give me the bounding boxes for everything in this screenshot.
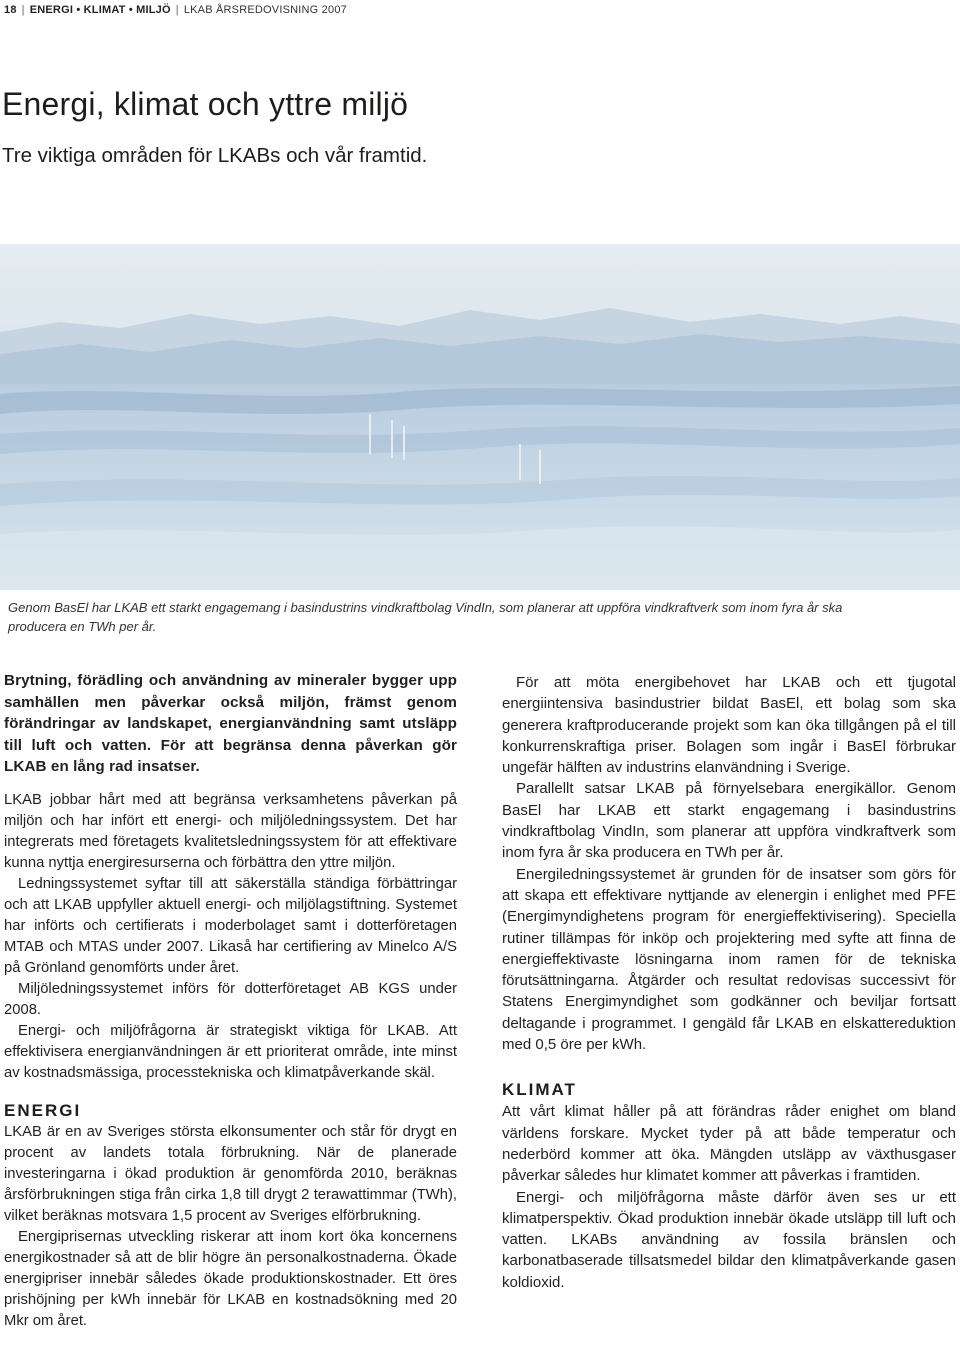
running-header [4,4,347,16]
body-paragraph: Energiledningssystemet är grunden för de insatser som görs för att skapa ett effektivare nyttjande av elenergin i enlighet med PFE (Energimyndighetens program för energieffektivisering). Speciella rutiner tillämpas för inköp och projektering med syfte att finna de energieffektivaste lösningarna inom ramen för de tekniska förutsättningarna. Åtgärder och resultat redovisas successivt för Statens Energimyndighet som godkänner och beviljar fortsatt deltagande i programmet. I gengäld får LKAB en elskattereduktion med 0,5 öre per kWh. [502,865,956,1054]
lead-paragraph: Brytning, förädling och användning av mineraler bygger upp samhällen men påverkar också miljön, främst genom förändringar av landskapet, energianvändning samt utsläpp till luft och vatten. För att begränsa denna påverkan gör LKAB en lång rad insatser. [4,672,457,775]
text-column-left [4,670,457,1332]
page-title: Energi, klimat och yttre miljö [2,86,409,122]
body-paragraph: Energi- och miljöfrågorna är strategiskt viktiga för LKAB. Att effektivisera energianvändningen är ett prioriterat område, inte minst av kostnadsmässiga, processtekniska och klimatpåverkande skäl. [4,1022,457,1081]
header-separator: | [175,4,179,16]
body-paragraph: Energi- och miljöfrågorna måste därför även ses ur ett klimatperspektiv. Ökad produktion innebär ökade utsläpp till luft och vatten. LKABs användning av fossila bränslen och karbonatbaserade tillsatsmedel bildar den klimatpåverkande gasen koldioxid. [502,1188,956,1291]
section-heading-klimat: KLIMAT [502,1080,577,1100]
page-number: 18 [4,4,17,16]
body-paragraph: LKAB är en av Sveriges största elkonsumenter och står för drygt en procent av landets totala förbrukning. När de planerade investeringarna i ökad produktion är genomförda 2010, beräknas årsförbrukningen stiga från cirka 1,8 till drygt 2 terawattimmar (TWh), vilket beräknas motsvara 1,5 procent av Sveriges elförbrukning. [4,1123,457,1224]
snowy-mountain-landscape-image [0,244,960,590]
body-paragraph: Miljöledningssystemet införs för dotterföretaget AB KGS under 2008. [4,980,457,1018]
text-column-right [502,672,956,1293]
photo-caption: Genom BasEl har LKAB ett starkt engagemang i basindustrins vindkraftbolag VindIn, som planerar att uppföra vindkraftverk som inom fyra år ska producera en TWh per år. [8,600,843,634]
body-paragraph: LKAB jobbar hårt med att begränsa verksamhetens påverkan på miljön och har infört ett energi- och miljöledningssystem. Det har integrerats med företagets kvalitetsledningssystem för att effektivare kunna nyttja energiresurserna och förbättra den yttre miljön. [4,791,457,871]
body-paragraph: Energiprisernas utveckling riskerar att inom kort öka koncernens energikostnader så att de blir högre än personalkostnaderna. Ökade energipriser innebär således ökade produktionskostnader. Ett öres prishöjning per kWh innebär för LKAB en kostnadsökning med 20 Mkr om året. [4,1228,457,1329]
page-subtitle: Tre viktiga områden för LKABs och vår framtid. [2,144,428,167]
header-separator: | [21,4,25,16]
body-paragraph: Ledningssystemet syftar till att säkerställa ständiga förbättringar och att LKAB uppfyller aktuell energi- och miljölagstiftning. Systemet har införts och certifierats i moderbolaget samt i dotterföretagen MTAB och MTAS under 2007. Likaså har certifiering av Minelco A/S på Grönland genomförts under året. [4,875,457,976]
body-paragraph: Att vårt klimat håller på att förändras råder enighet om bland världens forskare. Mycket tyder på att både temperatur och nederbörd kommer att öka. Mängden utsläpp av växthusgaser påverkar således hur klimatet kommer att påverkas i framtiden. [502,1103,956,1185]
section-heading-energi: ENERGI [4,1100,82,1120]
body-paragraph: Parallellt satsar LKAB på förnyelsebara energikällor. Genom BasEl har LKAB ett starkt engagemang i basindustrins vindkraftbolag VindIn, som planerar att uppföra vindkraftverk som inom fyra år ska producera en TWh per år. [502,780,956,862]
landscape-photo [0,244,960,590]
header-publication: LKAB ÅRSREDOVISNING 2007 [183,4,347,16]
header-category: ENERGI • KLIMAT • MILJÖ [29,4,171,16]
body-paragraph: För att möta energibehovet har LKAB och ett tjugotal energiintensiva basindustrier bildat BasEl, ett bolag som ska generera kraftproducerande projekt som kan öka tillgången på el till konkurrenskraftiga priser. Bolagen som ingår i BasEl förbrukar ungefär hälften av industrins elanvändning i Sverige. [502,674,956,777]
